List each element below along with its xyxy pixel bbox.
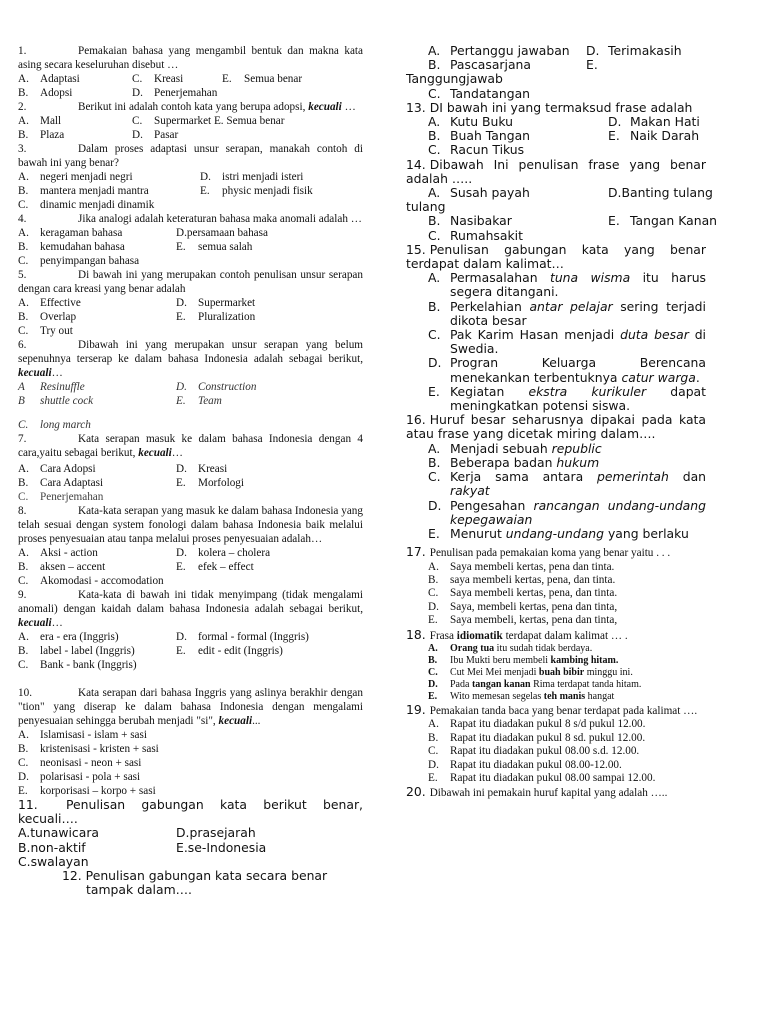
- question-text: Penulisan gabungan kata berikut benar, kecuali….: [18, 797, 363, 827]
- options: [18, 114, 363, 142]
- option-d[interactable]: D. Makan Hati: [608, 114, 700, 130]
- option-c[interactable]: C. Racun Tikus: [428, 142, 525, 158]
- option-b[interactable]: B. Perkelahian antar pelajar sering terjadi dikota besar: [428, 298, 706, 328]
- options: [18, 630, 363, 672]
- options: [18, 296, 363, 338]
- question-text: Jika analogi adalah keteraturan bahasa maka anomali adalah …: [78, 213, 362, 225]
- option-e[interactable]: E. physic menjadi fisik: [200, 185, 313, 197]
- option-c[interactable]: C. Pak Karim Hasan menjadi duta besar di Swedia.: [428, 327, 707, 357]
- options: [406, 442, 706, 541]
- kecuali-emphasis: kecuali: [218, 715, 253, 727]
- option-c[interactable]: C. Penerjemahan: [18, 491, 104, 503]
- option-c[interactable]: C. Cut Mei Mei menjadi buah bibir minggu ini.: [428, 666, 633, 678]
- question-4: 4. Jika analogi adalah keteraturan bahasa maka anomali adalah … A. keragaman bahasa D.persamaan bahasa B. kemudahan bahasa E. semua salah C. penyimpangan bahasa: [18, 213, 362, 267]
- question-9: 9. Kata-kata di bawah ini tidak menyimpang (tidak mengalami anomali) dengan kaidah dalam bahasa Indonesia adalah sebagai berikut, kecuali… A. era - era (Inggris) D. formal - formal (Inggris) B. label - label (Inggris) E. edit - edit (Inggris) C. Bank - bank (Inggris): [18, 589, 363, 671]
- question-text: Penulisan gabungan kata yang benar terdapat dalam kalimat…: [406, 241, 706, 272]
- option-a[interactable]: A. Pertanggu jawaban: [428, 43, 570, 58]
- option-c[interactable]: C. Try out: [18, 325, 73, 337]
- question-11: 11. Penulisan gabungan kata berikut benar, kecuali…. A.tunawicara D.prasejarah B.non-aktif E.se-Indonesia C.swalayan: [18, 797, 363, 869]
- options: [406, 643, 706, 703]
- option-c[interactable]: C. penyimpangan bahasa: [18, 255, 140, 267]
- option-a[interactable]: A. negeri menjadi negri: [18, 171, 133, 183]
- option-a[interactable]: A.tunawicara: [18, 825, 100, 841]
- question-5: 5. Di bawah ini yang merupakan contoh penulisan unsur serapan dengan cara kreasi yang benar adalah A. Effective D. Supermarket B. Overlap E. Pluralization C. Try out: [18, 269, 363, 337]
- options: [406, 718, 706, 785]
- option-a[interactable]: A. Orang tua itu sudah tidak berdaya.: [428, 642, 593, 654]
- option-b[interactable]: B. Ibu Mukti beru membeli kambing hitam.: [428, 654, 619, 666]
- option-b[interactable]: B. Cara Adaptasi: [18, 477, 104, 489]
- question-12: 12. Penulisan gabungan kata secara benar tampak dalam….: [62, 868, 328, 898]
- kecuali-emphasis: kecuali: [18, 367, 52, 379]
- option-e[interactable]: E. semua salah: [176, 241, 253, 253]
- option-d[interactable]: D. Penerjemahan: [132, 87, 218, 99]
- option-a[interactable]: A. Mall: [18, 115, 62, 127]
- question-2: 2. Berikut ini adalah contoh kata yang berupa adopsi, kecuali … A. Mall C. Supermarket E. Semua benar B. Plaza D. Pasar: [18, 100, 363, 142]
- option-a[interactable]: A. Saya membeli kertas, pena dan tinta.: [428, 560, 615, 573]
- option-c[interactable]: C. Kreasi: [132, 73, 184, 85]
- option-b[interactable]: B. saya membeli kertas, pena, dan tinta.: [428, 573, 616, 586]
- option-a[interactable]: A. Aksi - action: [18, 547, 98, 559]
- question-20: 20. Dibawah ini pemakain huruf kapital yang adalah …..: [406, 784, 668, 800]
- options: [406, 561, 706, 628]
- option-d[interactable]: D. formal - formal (Inggris): [176, 631, 309, 643]
- option-a[interactable]: A. keragaman bahasa: [18, 227, 123, 239]
- options: [18, 380, 363, 432]
- option-d[interactable]: D. istri menjadi isteri: [200, 171, 304, 183]
- options: [18, 226, 363, 268]
- question-13: 13. DI bawah ini yang termaksud frase adalah A. Kutu Buku D. Makan Hati B. Buah Tangan E. Naik Darah C. Racun Tikus: [406, 101, 706, 158]
- option-d[interactable]: D. Pada tangan kanan Rima terdapat tanda hitam.: [428, 678, 642, 690]
- option-e[interactable]: E.se-Indonesia: [176, 839, 267, 855]
- question-text: Pemakaian tanda baca yang benar terdapat pada kalimat ….: [429, 704, 698, 717]
- question-18: 18. Frasa idiomatik terdapat dalam kalimat … . A. Orang tua itu sudah tidak berdaya. B. Ibu Mukti beru membeli kambing hitam. C. Cut Mei Mei menjadi buah bibir minggu ini. D. Pada tangan kanan Rima terdapat tanda hitam. E. Wito memesan segelas teh manis hangat: [406, 628, 706, 703]
- option-d[interactable]: D. kolera – cholera: [176, 547, 271, 559]
- question-3: 3. Dalam proses adaptasi unsur serapan, manakah contoh di bawah ini yang benar? A. negeri menjadi negri D. istri menjadi isteri B. mantera menjadi mantra E. physic menjadi fisik C. dinamic menjadi dinamik: [18, 143, 363, 211]
- option-a[interactable]: A. Menjadi sebuah republic: [428, 440, 602, 456]
- question-text: Huruf besar seharusnya dipakai pada kata atau frase yang dicetak miring dalam….: [406, 412, 706, 442]
- option-a[interactable]: A. Effective: [18, 297, 81, 309]
- question-text: Penulisan pada pemakaian koma yang benar yaitu . . .: [429, 547, 671, 560]
- option-a[interactable]: A. Kutu Buku: [428, 114, 514, 130]
- option-b[interactable]: B. Adopsi: [18, 87, 73, 99]
- option-d[interactable]: D. Progran Keluarga Berencana menekankan terbentuknya catur warga.: [428, 355, 706, 385]
- question-12-options: [406, 44, 706, 101]
- option-a[interactable]: A. Islamisasi - islam + sasi: [18, 729, 147, 741]
- question-15: 15. Penulisan gabungan kata yang benar terdapat dalam kalimat… A. Permasalahan tuna wisma itu harus segera ditangani. B. Perkelahian antar pelajar sering terjadi dikota besar C. Pak Karim Hasan menjadi duta besar di Swedia. D. Progran Keluarga Berencana menekankan terbentuknya catur warga. E. Kegiatan ekstra kurikuler dapat meningkatkan potensi siswa.: [406, 241, 707, 414]
- option-b[interactable]: B. mantera menjadi mantra: [18, 185, 149, 197]
- option-d[interactable]: D.persamaan bahasa: [176, 227, 268, 239]
- options-2: [406, 213, 718, 243]
- option-e[interactable]: E.: [586, 57, 598, 73]
- question-19: 19. Pemakaian tanda baca yang benar terdapat pada kalimat …. A. Rapat itu diadakan pukul 8 s/d pukul 12.00. B. Rapat itu diadakan pukul 8 sd. pukul 12.00. C. Rapat itu diadakan pukul 08.00 s.d. 12.00. D. Rapat itu diadakan pukul 08.00-12.00. E. Rapat itu diadakan pukul 08.00 sampai 12.00.: [406, 703, 706, 785]
- option-e[interactable]: E. edit - edit (Inggris): [176, 645, 283, 657]
- option-e[interactable]: E. Kegiatan ekstra kurikuler dapat meningkatkan potensi siswa.: [428, 383, 707, 414]
- options: [406, 115, 706, 158]
- option-b[interactable]: B.non-aktif: [18, 839, 86, 855]
- option-b[interactable]: B. kemudahan bahasa: [18, 241, 125, 253]
- option-b[interactable]: B. Beberapa badan hukum: [428, 454, 600, 470]
- option-c[interactable]: C. Rumahsakit: [428, 227, 523, 243]
- options: [406, 271, 706, 413]
- option-c[interactable]: C. Rapat itu diadakan pukul 08.00 s.d. 12.00.: [428, 745, 640, 758]
- options: [18, 72, 363, 100]
- option-e[interactable]: E. Saya membeli, kertas, pena dan tinta,: [428, 614, 618, 627]
- question-text: Kata serapan dari bahasa Inggris yang aslinya berakhir dengan "tion" yang diserap ke dalam bahasa Indonesia dengan mengalami penyesuaian sehingga berubah menjadi "si",: [18, 687, 363, 727]
- options: [18, 546, 363, 588]
- question-text: Dibawah ini yang merupakan unsur serapan yang belum sepenuhnya terserap ke dalam bahasa Indonesia adalah sebagai berikut,: [18, 339, 363, 365]
- option-a[interactable]: A. Susah payah: [428, 185, 530, 201]
- option-d[interactable]: D. polarisasi - pola + sasi: [18, 771, 141, 783]
- option-b[interactable]: B. kristenisasi - kristen + sasi: [18, 743, 159, 755]
- option-d-continued: tulang: [406, 199, 446, 215]
- option-d[interactable]: D. Saya, membeli kertas, pena dan tinta,: [428, 600, 618, 613]
- option-a[interactable]: A. Cara Adopsi: [18, 463, 96, 475]
- option-e[interactable]: E. korporisasi – korpo + sasi: [18, 785, 156, 797]
- question-text: Kata-kata di bawah ini tidak menyimpang (tidak mengalami anomali) dengan kaidah dalam bahasa Indonesia adalah sebagai berikut,: [18, 589, 363, 615]
- option-b[interactable]: B shuttle cock: [18, 395, 94, 407]
- options: [18, 826, 363, 869]
- option-b[interactable]: B. label - label (Inggris): [18, 645, 135, 657]
- idiomatik-emphasis: idiomatik: [456, 629, 503, 642]
- question-17: 17. Penulisan pada pemakaian koma yang benar yaitu . . . A. Saya membeli kertas, pena dan tinta. B. saya membeli kertas, pena, dan tinta. C. Saya membeli kertas, pena, dan tinta. D. Saya, membeli kertas, pena dan tinta, E. Saya membeli, kertas, pena dan tinta,: [406, 545, 706, 627]
- options: [18, 728, 363, 798]
- options: [18, 462, 363, 504]
- question-text: Kata serapan masuk ke dalam bahasa Indonesia dengan 4 cara,yaitu sebagai berikut,: [18, 433, 363, 459]
- option-e[interactable]: E. Naik Darah: [608, 128, 700, 144]
- option-b[interactable]: B. Pascasarjana: [428, 57, 531, 73]
- option-b[interactable]: B. Plaza: [18, 129, 65, 141]
- question-text: DI bawah ini yang termaksud frase adalah: [429, 99, 693, 115]
- option-c[interactable]: C. Supermarket E. Semua benar: [132, 115, 285, 127]
- option-e[interactable]: E. Rapat itu diadakan pukul 08.00 sampai 12.00.: [428, 771, 656, 784]
- question-text: Pemakaian bahasa yang mengambil bentuk dan makna kata asing secara keseluruhan disebut …: [18, 45, 363, 71]
- option-c[interactable]: C.swalayan: [18, 853, 89, 869]
- question-text: Penulisan gabungan kata secara benar tampak dalam….: [85, 868, 328, 898]
- option-c[interactable]: C. Bank - bank (Inggris): [18, 659, 137, 671]
- option-a[interactable]: A Resinuffle: [18, 381, 85, 393]
- option-e-text: Tanggungjawab: [406, 71, 503, 87]
- option-e[interactable]: E. Tangan Kanan: [608, 213, 718, 229]
- option-c[interactable]: C. dinamic menjadi dinamik: [18, 199, 155, 211]
- question-14: 14. Dibawah Ini penulisan frase yang benar adalah ….. A. Susah payah D. Banting tulang tulang B. Nasibakar E. Tangan Kanan C. Rumahsakit: [406, 156, 718, 243]
- option-d[interactable]: D. Kreasi: [176, 463, 228, 475]
- right-column: [406, 43, 718, 801]
- option-c[interactable]: C. Kerja sama antara pemerintah dan rakyat: [428, 469, 707, 499]
- option-e[interactable]: E. Semua benar: [222, 73, 303, 85]
- question-10: 10. Kata serapan dari bahasa Inggris yang aslinya berakhir dengan "tion" yang diserap ke dalam bahasa Indonesia dengan mengalami penyesuaian sehingga berubah menjadi "si", kecuali... A. Islamisasi - islam + sasi B. kristenisasi - kristen + sasi C. neonisasi - neon + sasi D. polarisasi - pola + sasi E. korporisasi – korpo + sasi: [18, 687, 363, 797]
- question-text: Berikut ini adalah contoh kata yang berupa adopsi,: [78, 101, 306, 113]
- question-text: Dibawah ini pemakain huruf kapital yang adalah …..: [429, 787, 668, 800]
- option-b[interactable]: B. Rapat itu diadakan pukul 8 sd. pukul 12.00.: [428, 731, 646, 744]
- option-d[interactable]: D. Banting tulang: [608, 185, 713, 201]
- kecuali-emphasis: kecuali: [308, 101, 342, 113]
- option-c[interactable]: C. neonisasi - neon + sasi: [18, 757, 142, 769]
- option-a[interactable]: A. Adaptasi: [18, 73, 80, 85]
- option-b[interactable]: B. aksen – accent: [18, 561, 106, 573]
- question-text: Dibawah Ini penulisan frase yang benar adalah …..: [406, 156, 706, 186]
- option-d[interactable]: D. Terimakasih: [586, 43, 682, 58]
- option-b[interactable]: B. Buah Tangan: [428, 128, 531, 144]
- option-c[interactable]: C. Saya membeli kertas, pena, dan tinta.: [428, 587, 618, 600]
- question-text: Dalam proses adaptasi unsur serapan, manakah contoh di bawah ini yang benar?: [18, 143, 363, 169]
- option-a[interactable]: A. Rapat itu diadakan pukul 8 s/d pukul 12.00.: [428, 718, 646, 731]
- option-d[interactable]: D. Pasar: [132, 129, 179, 141]
- option-e[interactable]: E. Wito memesan segelas teh manis hangat: [428, 690, 615, 702]
- option-a[interactable]: A. Permasalahan tuna wisma itu harus segera ditangani.: [428, 270, 706, 300]
- question-8: 8. Kata-kata serapan yang masuk ke dalam bahasa Indonesia yang telah sesuai dengan system fonologi dalam bahasa Indonesia baik melalui proses penyesuaian atau tanpa melalui proses penyesuaian adalah… A. Aksi - action D. kolera – cholera B. aksen – accent E. efek – effect C. Akomodasi - accomodation: [18, 505, 363, 587]
- question-1: 1. Pemakaian bahasa yang mengambil bentuk dan makna kata asing secara keseluruhan disebut … A. Adaptasi C. Kreasi E. Semua benar B. Adopsi D. Penerjemahan: [18, 45, 363, 99]
- option-c[interactable]: C. long march: [18, 419, 91, 431]
- question-6: 6. Dibawah ini yang merupakan unsur serapan yang belum sepenuhnya terserap ke dalam bahasa Indonesia adalah sebagai berikut, kecuali… A Resinuffle D. Construction B shuttle cock E. Team C. long march: [18, 339, 363, 431]
- option-d[interactable]: D. Pengesahan rancangan undang-undang kepegawaian: [428, 497, 706, 527]
- question-text: Kata-kata serapan yang masuk ke dalam bahasa Indonesia yang telah sesuai dengan system fonologi dalam bahasa Indonesia baik melalui proses penyesuaian atau tanpa melalui proses penyesuaian adalah…: [18, 505, 363, 545]
- option-e[interactable]: E. Pluralization: [176, 311, 256, 323]
- options: [18, 170, 363, 212]
- kecuali-emphasis: kecuali: [18, 617, 52, 629]
- option-d[interactable]: D.prasejarah: [176, 825, 256, 841]
- option-d[interactable]: D. Construction: [176, 381, 257, 393]
- kecuali-emphasis: kecuali: [138, 447, 172, 459]
- option-c[interactable]: C. Akomodasi - accomodation: [18, 575, 164, 587]
- option-a[interactable]: A. era - era (Inggris): [18, 631, 119, 643]
- option-d[interactable]: D. Supermarket: [176, 297, 256, 309]
- option-e[interactable]: E. efek – effect: [176, 561, 254, 573]
- question-text: Di bawah ini yang merupakan contoh penulisan unsur serapan dengan cara kreasi yang benar adalah: [18, 269, 363, 295]
- question-7: 7. Kata serapan masuk ke dalam bahasa Indonesia dengan 4 cara,yaitu sebagai berikut, kecuali… A. Cara Adopsi D. Kreasi B. Cara Adaptasi E. Morfologi C. Penerjemahan: [18, 433, 363, 503]
- question-16: 16. Huruf besar seharusnya dipakai pada kata atau frase yang dicetak miring dalam…. A. Menjadi sebuah republic B. Beberapa badan hukum C. Kerja sama antara pemerintah dan rakyat D. Pengesahan rancangan undang-undang kepegawaian E. Menurut undang-undang yang berlaku: [406, 412, 707, 541]
- option-b[interactable]: B. Nasibakar: [428, 213, 512, 229]
- options: [406, 185, 713, 201]
- option-b[interactable]: B. Overlap: [18, 311, 77, 323]
- option-c[interactable]: C. Tandatangan: [428, 85, 531, 101]
- option-d[interactable]: D. Rapat itu diadakan pukul 08.00-12.00.: [428, 758, 622, 771]
- option-e[interactable]: E. Morfologi: [176, 477, 244, 489]
- option-e[interactable]: E. Team: [176, 395, 222, 407]
- left-column: [18, 44, 363, 897]
- option-e[interactable]: E. Menurut undang-undang yang berlaku: [428, 525, 689, 541]
